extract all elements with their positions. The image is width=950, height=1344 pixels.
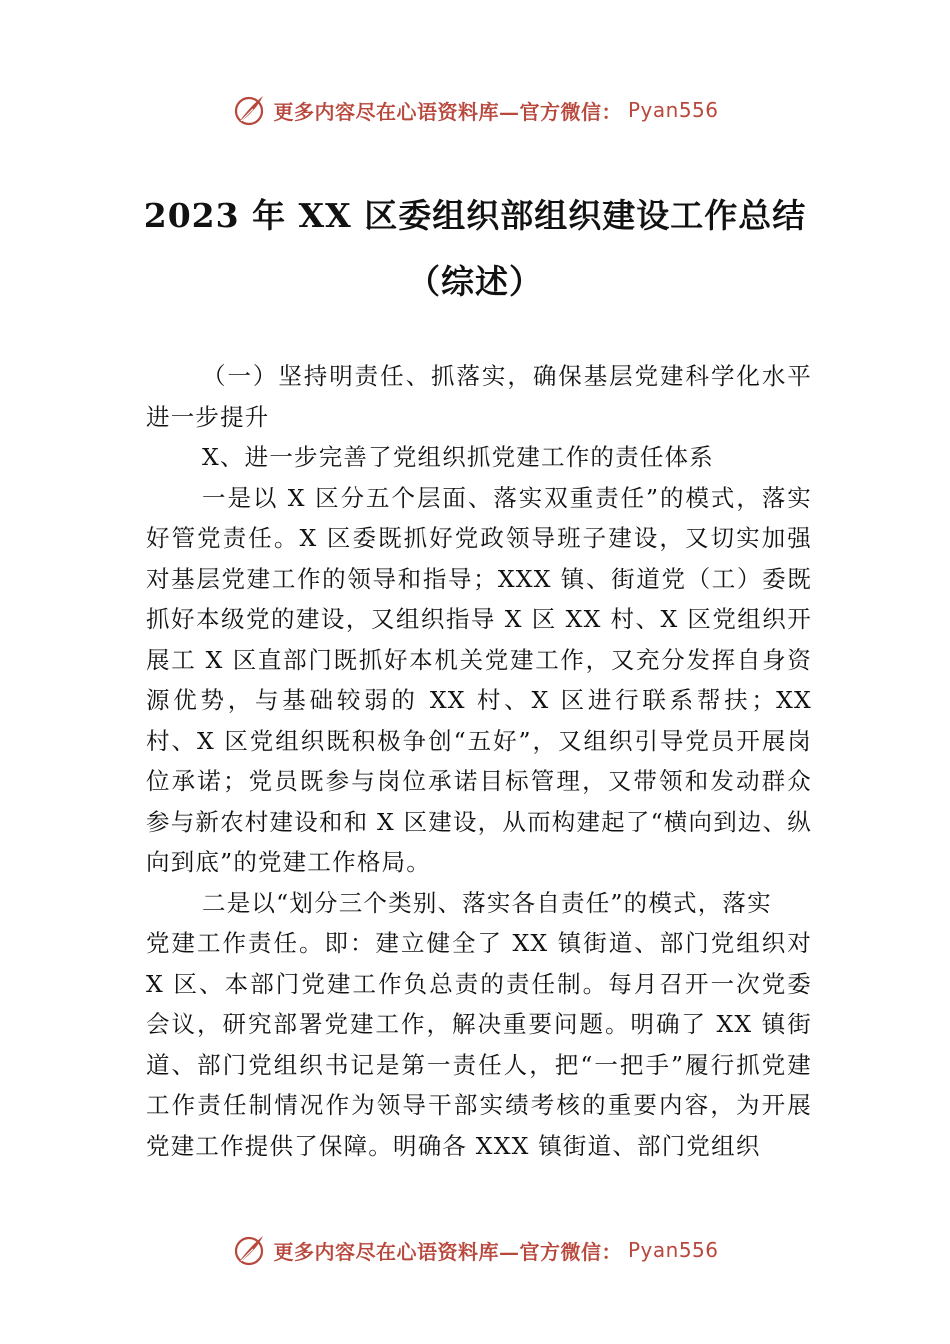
watermark-footer	[0, 1232, 950, 1268]
quill-pen-logo-icon	[231, 1232, 267, 1268]
body-paragraph: 一是以 X 区分五个层面、落实双重责任”的模式，落实好管党责任。X 区委既抓好党政领导班子建设，又切实加强对基层党建工作的领导和指导；XXX 镇、街道党（工）委既抓好本级党的建设，又组织指导 X 区 XX 村、X 区党组织开展工 X 区直部门既抓好本机关党建工作，又充分发挥自身资源优势，与基础较弱的 XX 村、X 区进行联系帮扶；XX 村、X 区党组织既积极争创“五好”，又组织引导党员开展岗位承诺；党员既参与岗位承诺目标管理，又带领和发动群众参与新农村建设和和 X 区建设，从而构建起了“横向到边、纵向到底”的党建工作格局。	[146, 483, 812, 876]
body-paragraph: 党建工作责任。即：建立健全了 XX 镇街道、部门党组织对 X 区、本部门党建工作负总责的责任制。每月召开一次党委会议，研究部署党建工作，解决重要问题。明确了 XX 镇街道、部门党组织书记是第一责任人，把“一把手”履行抓党建工作责任制情况作为领导干部实绩考核的重要内容，为开展党建工作提供了保障。明确各 XXX 镇街道、部门党组织	[146, 929, 812, 1160]
section-heading: （一）坚持明责任、抓落实，确保基层党建科学化水平进一步提升	[146, 362, 812, 431]
quill-pen-logo-icon	[231, 92, 267, 128]
document-body	[146, 356, 812, 1166]
watermark-text: 更多内容尽在心语资料库—官方微信：	[273, 1239, 622, 1264]
document-title: 2023 年 XX 区委组织部组织建设工作总结	[143, 196, 807, 235]
document-subtitle: （综述）	[407, 262, 543, 301]
watermark-text: 更多内容尽在心语资料库—官方微信：	[273, 99, 622, 124]
watermark-wechat-id: Pyan556	[627, 98, 719, 122]
watermark-header	[0, 92, 950, 128]
watermark-wechat-id: Pyan556	[627, 1238, 719, 1262]
body-paragraph: 二是以“划分三个类别、落实各自责任”的模式，落实	[202, 888, 772, 917]
subsection-heading: X、进一步完善了党组织抓党建工作的责任体系	[202, 443, 714, 471]
